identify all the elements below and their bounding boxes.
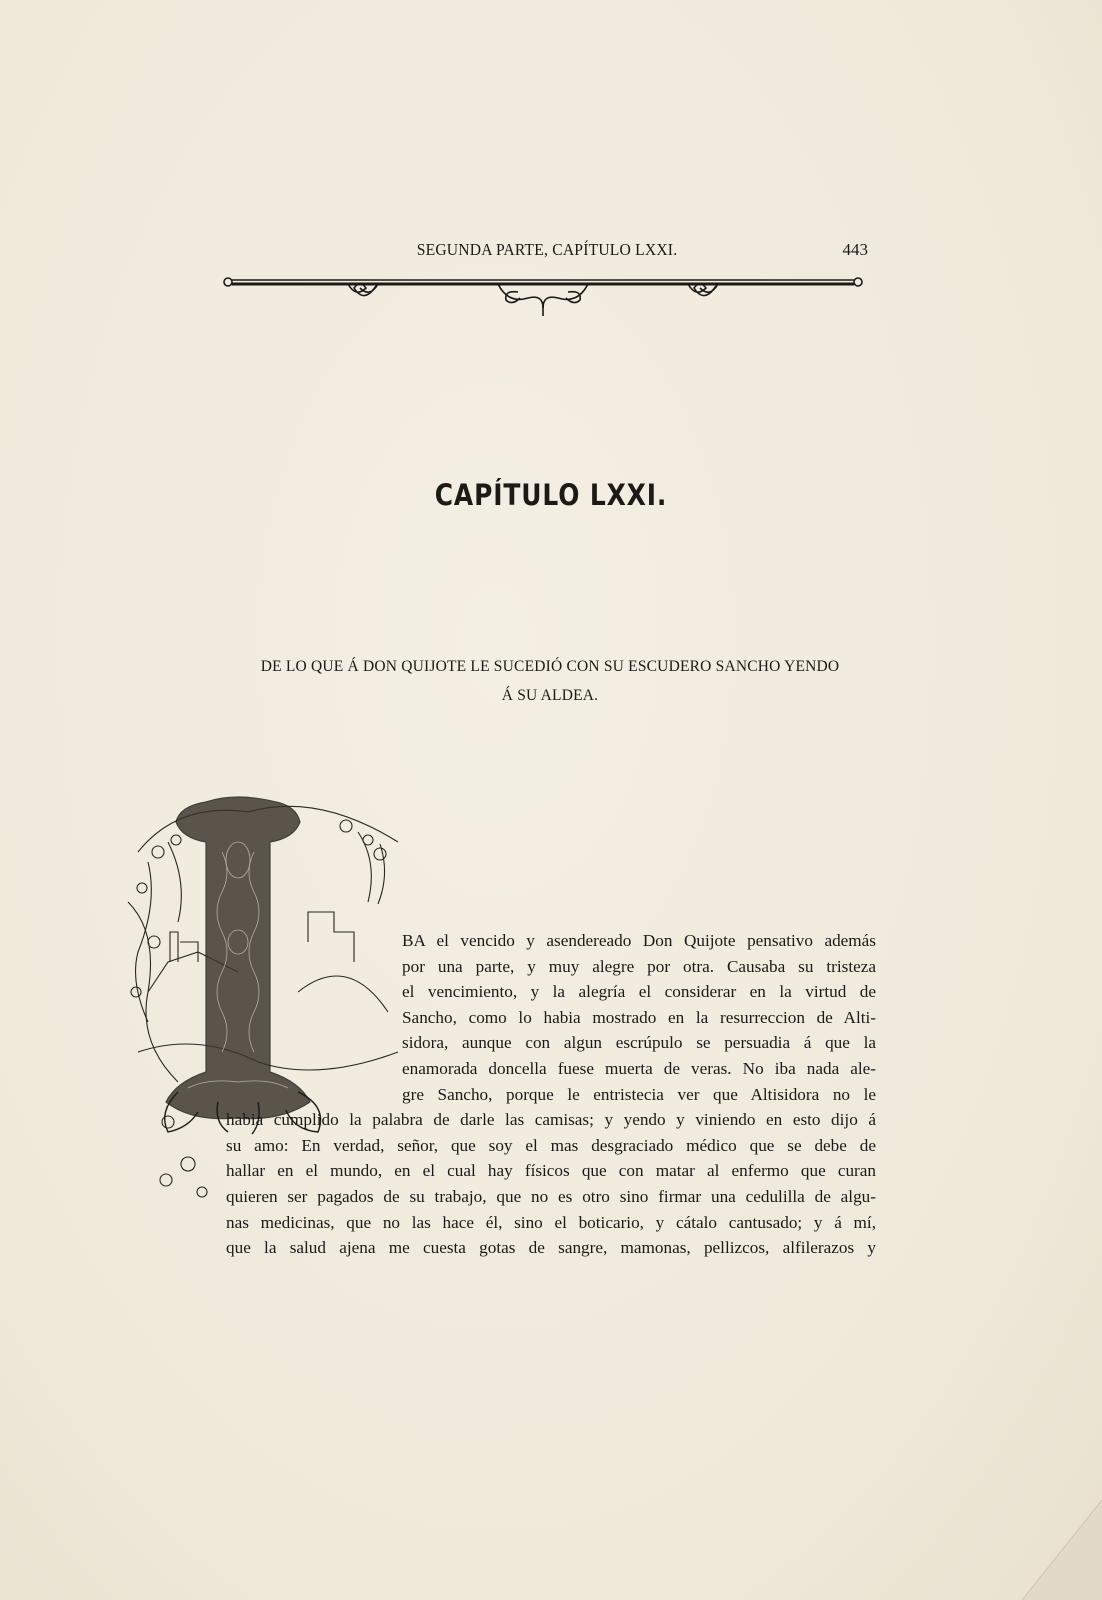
body-line-10: hallar en el mundo, en el cual hay físicos que con matar al enfermo que curan	[226, 1161, 876, 1181]
body-line-6: enamorada doncella fuese muerta de veras. No iba nada ale-	[402, 1058, 876, 1078]
running-title: SEGUNDA PARTE, CAPÍTULO LXXI.	[416, 240, 678, 259]
chapter-subtitle-line-2: Á SU ALDEA.	[501, 687, 599, 704]
page-number: 443	[842, 240, 868, 259]
body-line-2: por una parte, y muy alegre por otra. Causaba su tristeza	[402, 956, 876, 976]
body-line-11: quieren ser pagados de su trabajo, que no es otro sino firmar una cedulilla de algu-	[226, 1186, 876, 1206]
running-head	[222, 240, 872, 266]
chapter-subtitle	[248, 652, 852, 710]
header-ornament-rule	[218, 272, 868, 322]
body-line-7: gre Sancho, porque le entristecia ver que Altisidora no le	[402, 1084, 876, 1104]
body-line-9: su amo: En verdad, señor, que soy el mas desgraciado médico que se debe de	[226, 1135, 876, 1155]
chapter-body-text	[226, 928, 876, 1261]
page-corner-fold	[1022, 1460, 1102, 1600]
body-line-1: BA el vencido y asendereado Don Quijote pensativo además	[402, 931, 876, 950]
body-line-3: el vencimiento, y la alegría el considerar en la virtud de	[402, 982, 876, 1002]
chapter-subtitle-line-1: DE LO QUE Á DON QUIJOTE LE SUCEDIÓ CON SU ESCUDERO SANCHO YENDO	[260, 658, 840, 675]
body-line-13: que la salud ajena me cuesta gotas de sangre, mamonas, pellizcos, alfilerazos y	[226, 1238, 876, 1258]
body-line-5: sidora, aunque con algun escrúpulo se persuadia á que la	[402, 1033, 876, 1053]
body-line-4: Sancho, como lo habia mostrado en la resurreccion de Alti-	[402, 1007, 876, 1027]
body-line-8: habia cumplido la palabra de darle las camisas; y yendo y viniendo en esto dijo á	[226, 1110, 876, 1130]
chapter-title: CAPÍTULO LXXI.	[434, 478, 668, 512]
body-line-12: nas medicinas, que no las hace él, sino el boticario, y cátalo cantusado; y á mí,	[226, 1212, 876, 1232]
